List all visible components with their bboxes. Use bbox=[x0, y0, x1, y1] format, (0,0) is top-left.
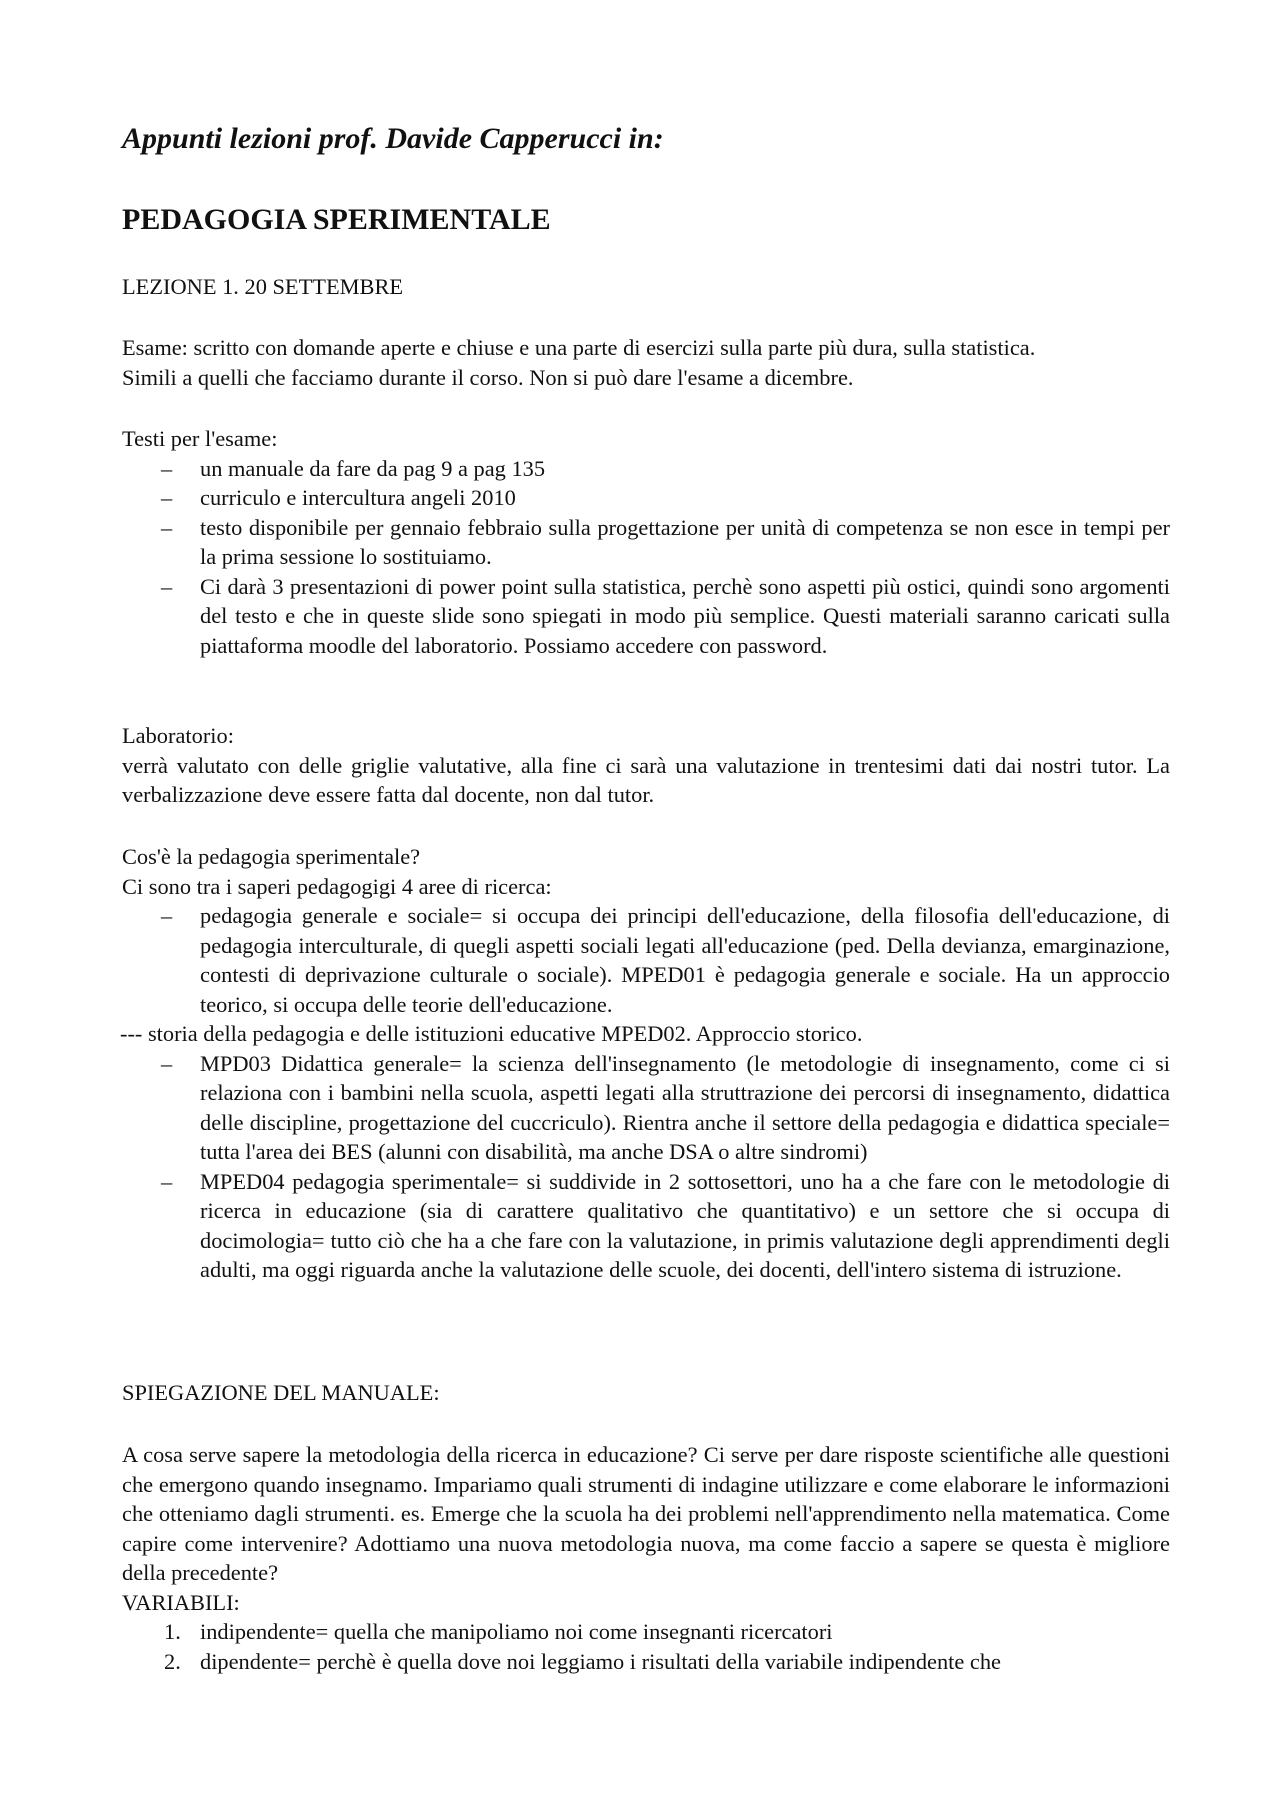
list-item: 2. dipendente= perchè è quella dove noi leggiamo i risultati della variabile indipendente che bbox=[164, 1648, 1001, 1674]
list-item: – Ci darà 3 presentazioni di power point sulla statistica, perchè sono aspetti più ostici, quindi sono argomenti del testo e che in queste slide sono spiegati in modo più semplice. Questi materiali saranno caricati sulla piattaforma moodle del laboratorio. Possiamo accedere con password. bbox=[161, 573, 1170, 658]
pedagogy-section bbox=[122, 842, 1170, 1285]
list-item: – pedagogia generale e sociale= si occupa dei principi dell'educazione, della filosofia dell'educazione, di pedagogia interculturale, di quegli aspetti sociali legati all'educazione (ped. Della devianza, emarginazione, contesti di deprivazione culturale o sociale). MPED01 è pedagogia generale e sociale. Ha un approccio teorico, si occupa delle teorie dell'educazione. bbox=[161, 903, 1170, 1017]
dash-bullet: – bbox=[161, 903, 173, 928]
list-item: – curriculo e intercultura angeli 2010 bbox=[122, 483, 1170, 513]
lab-section bbox=[122, 721, 1170, 810]
pedagogy-question: Cos'è la pedagogia sperimentale? bbox=[122, 844, 421, 869]
lab-text: verrà valutato con delle griglie valutative, alla fine ci sarà una valutazione in trentesimi dati dai nostri tutor. La verbalizzazione deve essere fatta dal docente, non dal tutor. bbox=[122, 752, 1170, 807]
exam-texts-list bbox=[122, 454, 1170, 661]
dash-bullet: – bbox=[161, 1168, 173, 1194]
dash-bullet: – bbox=[161, 573, 173, 599]
pedagogy-intro: Ci sono tra i saperi pedagogigi 4 aree di ricerca: bbox=[122, 873, 552, 899]
list-item: – testo disponibile per gennaio febbraio sulla progettazione per unità di competenza se non esce in tempi per la prima sessione lo sostituiamo. bbox=[161, 514, 1170, 569]
exam-texts-section bbox=[122, 424, 1170, 660]
list-item: 1. indipendente= quella che manipoliamo noi come insegnanti ricercatori bbox=[164, 1619, 833, 1644]
exam-line-2: Simili a quelli che facciamo durante il corso. Non si può dare l'esame a dicembre. bbox=[122, 364, 854, 390]
variables-heading: VARIABILI: bbox=[122, 1589, 240, 1615]
dash-bullet: – bbox=[161, 514, 173, 540]
dash-bullet: – bbox=[161, 455, 173, 481]
document-title: Appunti lezioni prof. Davide Capperucci in: bbox=[122, 122, 664, 155]
manual-heading-block bbox=[122, 1378, 1170, 1408]
variables-list bbox=[122, 1617, 1170, 1676]
list-item: – MPD03 Didattica generale= la scienza dell'insegnamento (le metodologie di insegnamento, come ci si relaziona con i bambini nella scuola, aspetti legati alla struttrazione dei percorsi di insegnamento, didattica delle discipline, progettazione del cuccriculo). Rientra anche il settore della pedagogia e didattica speciale= tutta l'area dei BES (alunni con disabilità, ma anche DSA o altre sindromi) bbox=[161, 1050, 1170, 1164]
document-heading: PEDAGOGIA SPERIMENTALE bbox=[122, 203, 551, 236]
dash-bullet: – bbox=[161, 485, 173, 510]
dash-bullet: – bbox=[161, 1050, 173, 1076]
history-line: --- storia della pedagogia e delle istituzioni educative MPED02. Approccio storico. bbox=[120, 1021, 863, 1046]
pedagogy-list-1 bbox=[122, 901, 1170, 1019]
exam-paragraph bbox=[122, 333, 1170, 392]
list-item: – MPED04 pedagogia sperimentale= si suddivide in 2 sottosettori, uno ha a che fare con le metodologie di ricerca in educazione (sia di carattere qualitativo che quantitativo) e un settore che si occupa di docimologia= tutto ciò che ha a che fare con la valutazione, in primis valutazione degli apprendimenti degli adulti, ma oggi riguarda anche la valutazione delle scuole, dei docenti, dell'intero sistema di istruzione. bbox=[161, 1168, 1170, 1282]
exam-line-1: Esame: scritto con domande aperte e chiuse e una parte di esercizi sulla parte più dura, sulla statistica. bbox=[122, 335, 1036, 360]
lesson-label: LEZIONE 1. 20 SETTEMBRE bbox=[122, 274, 404, 299]
exam-texts-heading: Testi per l'esame: bbox=[122, 426, 278, 451]
manual-paragraph: A cosa serve sapere la metodologia della ricerca in educazione? Ci serve per dare risposte scientifiche alle questioni che emergono quando insegnamo. Impariamo quali strumenti di indagine utilizzare e come elaborare le informazioni che otteniamo dagli strumenti. es. Emerge che la scuola ha dei problemi nell'apprendimento nella matematica. Come capire come intervenire? Adottiamo una nuova metodologia nuova, ma come faccio a sapere se questa è migliore della precedente? bbox=[122, 1442, 1170, 1585]
lab-heading: Laboratorio: bbox=[122, 723, 234, 748]
manual-heading: SPIEGAZIONE DEL MANUALE: bbox=[122, 1380, 440, 1405]
manual-section bbox=[122, 1440, 1170, 1676]
list-item: – un manuale da fare da pag 9 a pag 135 bbox=[122, 454, 1170, 484]
pedagogy-list-2 bbox=[122, 1049, 1170, 1285]
